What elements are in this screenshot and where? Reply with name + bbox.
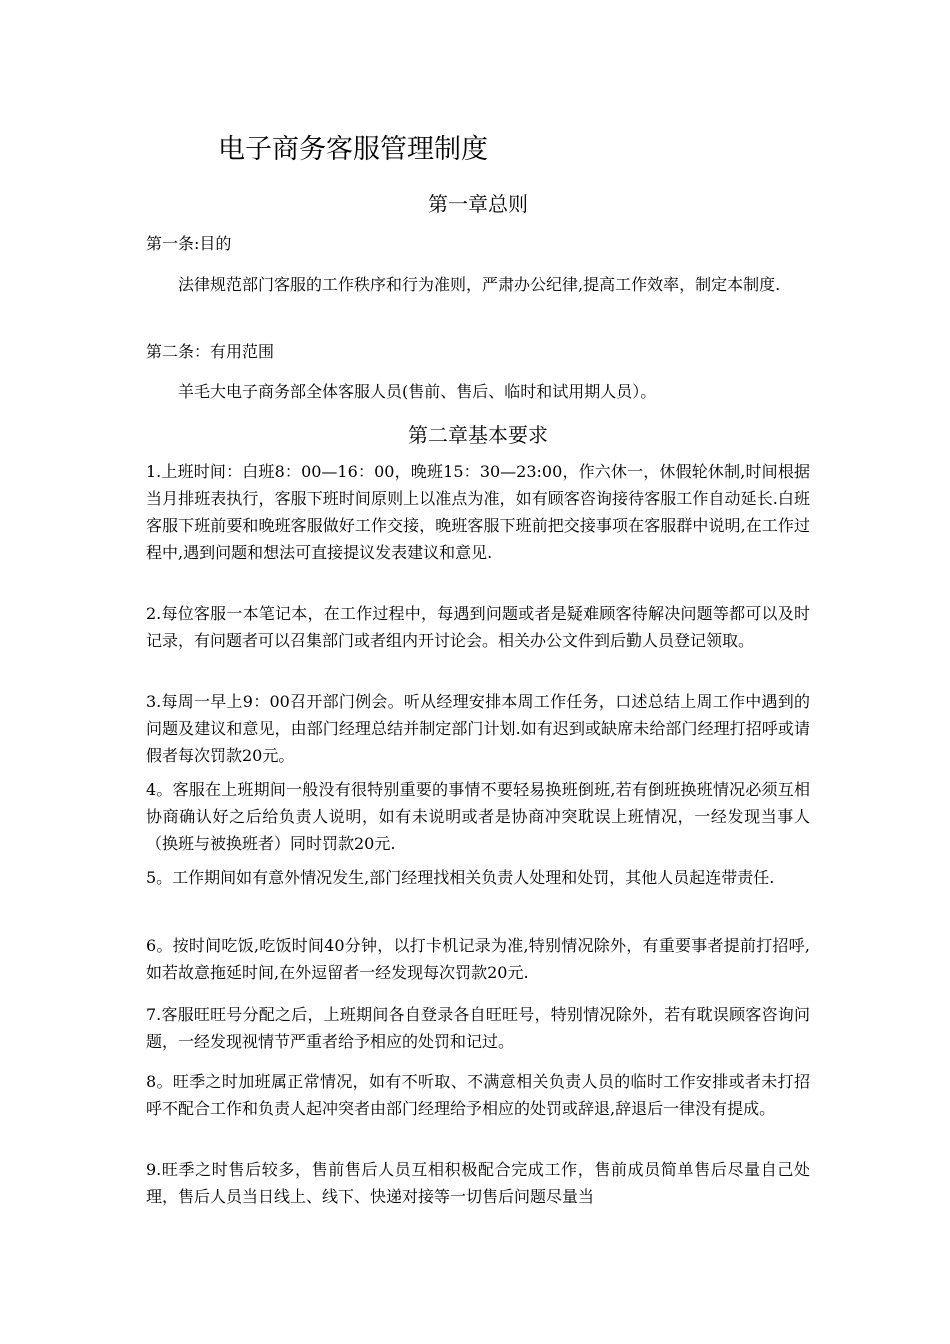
requirement-item-8: 8。旺季之时加班属正常情况，如有不听取、不满意相关负责人员的临时工作安排或者未打招呼不配合工作和负责人起冲突者由部门经理给予相应的处罚或辞退,辞退后一律没有提成。 bbox=[146, 1072, 810, 1118]
requirement-item-9: 9.旺季之时售后较多，售前售后人员互相积极配合完成工作，售前成员简单售后尽量自己处理，售后人员当日线上、线下、快递对接等一切售后问题尽量当 bbox=[146, 1160, 810, 1206]
requirement-item-1: 1.上班时间：白班8：00—16：00，晚班15：30—23:00，作六休一，休假轮休制,时间根据当月排班表执行，客服下班时间原则上以准点为准，如有顾客咨询接待客服工作自动延长.白班客服下班前要和晚班客服做好工作交接，晚班客服下班前把交接事项在客服群中说明,在工作过程中,遇到问题和想法可直接提议发表建议和意见. bbox=[146, 462, 810, 562]
article-1-text: 法律规范部门客服的工作秩序和行为准则，严肃办公纪律,提高工作效率，制定本制度. bbox=[178, 275, 781, 294]
chapter-2-heading: 第二章基本要求 bbox=[408, 423, 548, 447]
requirement-item-6: 6。按时间吃饭,吃饭时间40分钟，以打卡机记录为准,特别情况除外，有重要事者提前打招呼,如若故意拖延时间,在外逗留者一经发现每次罚款20元. bbox=[146, 936, 810, 982]
article-2-text: 羊毛大电子商务部全体客服人员(售前、售后、临时和试用期人员）。 bbox=[178, 382, 657, 401]
requirement-item-3: 3.每周一早上9：00召开部门例会。听从经理安排本周工作任务，口述总结上周工作中遇到的问题及建议和意见，由部门经理总结并制定部门计划.如有迟到或缺席未给部门经理打招呼或请假者每次罚款20元。 bbox=[146, 692, 810, 765]
document-title: 电子商务客服管理制度 bbox=[218, 134, 488, 165]
requirement-item-5: 5。工作期间如有意外情况发生,部门经理找相关负责人处理和处罚，其他人员起连带责任. bbox=[146, 868, 775, 887]
article-1-heading: 第一条:目的 bbox=[146, 234, 232, 253]
article-2-heading: 第二条：有用范围 bbox=[146, 342, 275, 361]
chapter-1-heading: 第一章总则 bbox=[428, 192, 528, 216]
requirement-item-4: 4。客服在上班期间一般没有很特别重要的事情不要轻易换班倒班,若有倒班换班情况必须互相协商确认好之后给负责人说明，如有未说明或者是协商冲突耽误上班情况，一经发现当事人（换班与被换班者）同时罚款20元. bbox=[146, 780, 810, 853]
requirement-item-2: 2.每位客服一本笔记本，在工作过程中，每遇到问题或者是疑难顾客待解决问题等都可以及时记录，有问题者可以召集部门或者组内开讨论会。相关办公文件到后勤人员登记领取。 bbox=[146, 604, 810, 650]
requirement-item-7: 7.客服旺旺号分配之后，上班期间各自登录各自旺旺号，特别情况除外，若有耽误顾客咨询问题，一经发现视情节严重者给予相应的处罚和记过。 bbox=[146, 1005, 810, 1051]
